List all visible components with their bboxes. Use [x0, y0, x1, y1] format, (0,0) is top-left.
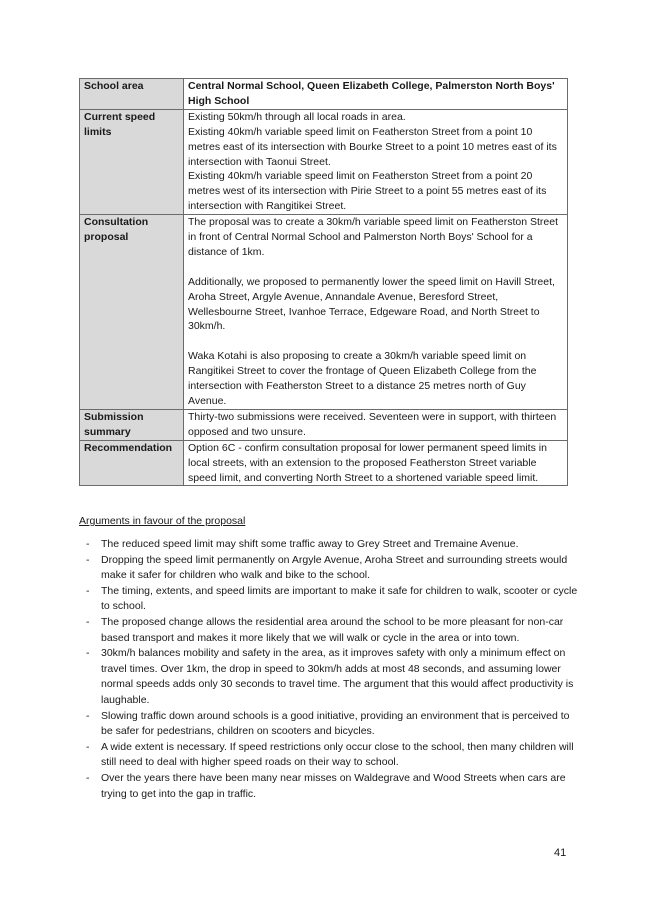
row-value — [184, 409, 568, 440]
list-item — [80, 740, 580, 771]
row-paragraph: Option 6C - confirm consultation proposal for lower permanent speed limits in local streets, with an extension to the proposed Featherston Street variable speed limit, and converting North Street to a shortened variable speed limit. — [188, 441, 547, 484]
label-line: limits — [84, 125, 112, 138]
bullet-dash: - — [86, 553, 90, 566]
label-line: Current speed — [84, 110, 156, 123]
row-value — [184, 79, 568, 110]
argument-text: The reduced speed limit may shift some traffic away to Grey Street and Tremaine Avenue. — [101, 538, 519, 550]
bullet-dash: - — [86, 584, 90, 597]
row-label — [80, 409, 184, 440]
argument-text: Slowing traffic down around schools is a good initiative, providing an environment that is perceived to be safer for pedestrians, children on scooters and bicycles. — [101, 709, 570, 738]
label-line: Submission — [84, 410, 144, 423]
list-item — [80, 646, 580, 708]
list-item — [80, 771, 580, 802]
table-row-school-area — [80, 79, 568, 110]
row-label — [80, 109, 184, 214]
bullet-dash: - — [86, 771, 90, 784]
arguments-list — [80, 537, 580, 802]
label-line: summary — [84, 425, 131, 438]
list-item — [80, 537, 580, 553]
speed-limit-info-table — [79, 78, 568, 486]
label-line: Consultation — [84, 216, 149, 229]
list-item — [80, 615, 580, 646]
argument-text: The timing, extents, and speed limits are important to make it safe for children to walk, scooter or cycle to school. — [101, 584, 578, 613]
argument-text: Dropping the speed limit permanently on Argyle Avenue, Aroha Street and surrounding streets would make it safer for children who walk and bike to the school. — [101, 553, 568, 582]
bullet-dash: - — [86, 647, 90, 660]
bullet-dash: - — [86, 538, 90, 550]
row-value — [184, 109, 568, 214]
row-paragraph: Waka Kotahi is also proposing to create a 30km/h variable speed limit on Rangitikei Street to cover the frontage of Queen Elizabeth College from the intersection with Featherston Street to a distance 25 metres north of Guy Avenue. — [188, 350, 537, 407]
row-label: Recommendation — [80, 440, 184, 486]
table-row-consultation-proposal — [80, 215, 568, 410]
argument-text: 30km/h balances mobility and safety in the area, as it improves safety with only a minimum effect on travel times. Over 1km, the drop in speed to 30km/h adds at most 48 seconds, and assuming lower normal speeds adds only 30 seconds to travel time. The argument that this would affect productivity is laughable. — [101, 647, 574, 706]
row-label: School area — [80, 79, 184, 110]
argument-text: Over the years there have been many near misses on Waldegrave and Wood Streets when cars are trying to get into the gap in traffic. — [101, 771, 566, 800]
table-row-current-speed-limits — [80, 109, 568, 214]
argument-text: A wide extent is necessary. If speed restrictions only occur close to the school, then many children will still need to deal with higher speed roads on their way to school. — [101, 740, 574, 769]
page-number: 41 — [554, 847, 567, 859]
row-paragraph: Existing 40km/h variable speed limit on Featherston Street from a point 10 metres east of its intersection with Bourke Street to a point 10 metres east of its intersection with Taonui Street. — [188, 125, 557, 168]
row-paragraph: Existing 40km/h variable speed limit on Featherston Street from a point 20 metres west of its intersection with Pirie Street to a point 55 metres east of its intersection with Rangitikei Street. — [188, 170, 547, 213]
arguments-heading: Arguments in favour of the proposal — [79, 515, 246, 527]
label-line: proposal — [84, 231, 129, 244]
row-paragraph: Additionally, we proposed to permanently lower the speed limit on Havill Street, Aroha Street, Argyle Avenue, Annandale Avenue, Beresford Street, Wellesbourne Street, Ivanhoe Terrace, Edgeware Road, and North Street to 30km/h. — [188, 275, 555, 333]
bullet-dash: - — [86, 615, 90, 628]
list-item — [80, 553, 580, 584]
argument-text: The proposed change allows the residential area around the school to be more pleasant for non-car based transport and makes it more likely that we will walk or cycle in the area or into town. — [101, 615, 564, 644]
row-paragraph: Existing 50km/h through all local roads in area. — [188, 110, 406, 123]
row-paragraph: The proposal was to create a 30km/h variable speed limit on Featherston Street in front of Central Normal School and Palmerston North Boys' School for a distance of 1km. — [188, 216, 559, 258]
row-value — [184, 440, 568, 486]
bullet-dash: - — [86, 740, 90, 753]
table-row-recommendation — [80, 440, 568, 486]
list-item — [80, 709, 580, 740]
table-row-submission-summary — [80, 409, 568, 440]
row-paragraph: Thirty-two submissions were received. Seventeen were in support, with thirteen opposed and two unsure. — [188, 410, 557, 438]
bullet-dash: - — [86, 709, 90, 722]
row-value — [184, 215, 568, 410]
row-label — [80, 215, 184, 410]
list-item — [80, 584, 580, 615]
row-paragraph: Central Normal School, Queen Elizabeth College, Palmerston North Boys' High School — [188, 80, 555, 107]
